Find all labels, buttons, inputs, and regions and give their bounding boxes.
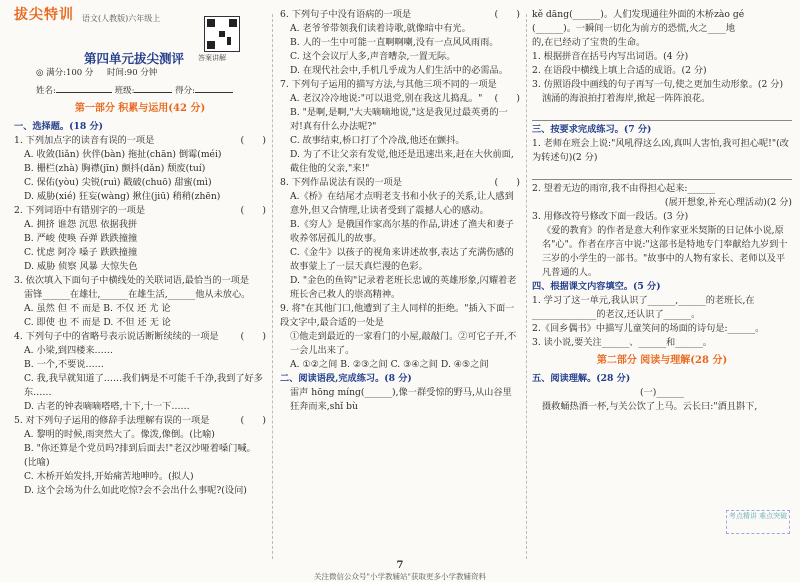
q2-option-c[interactable]: C. 忧虑 阿冷 嗓子 跌跌撞撞	[24, 247, 138, 258]
question-9: 9. 将"在其他门口,他遭到了主人同样的拒绝。"插入下面一段文字中,最合适的一处是	[280, 303, 515, 328]
section-4-q2: 2.《回乡偶书》中描写儿童笑问的场面的诗句是:______。	[532, 323, 765, 334]
question-7: 7. 下列句子运用的描写方法,与其他三项不同的一项是 ( )	[280, 79, 520, 104]
q6-option-a[interactable]: A. 老爷爷带领我们读着诗歌,就像暗中有光。	[290, 23, 471, 34]
class-label: 班级:	[114, 86, 135, 96]
q1-option-b[interactable]: B. 栅栏(zhà) 胸襟(jīn) 颤抖(dǎn) 颓废(tuí)	[24, 163, 206, 174]
passage-line-1: kě dāng(______)。人们发现通往外面的木桥zào gé	[532, 9, 745, 20]
question-8: 8. 下列作品说法有误的一项是 ( )	[280, 177, 520, 188]
q1-option-d[interactable]: D. 威胁(xié) 狂妄(wàng) 揪住(jiū) 稍稍(zhēn)	[24, 191, 221, 202]
q3-options-cd[interactable]: C. 即使 也 不 而是 D. 不但 还 无 论	[24, 317, 171, 328]
page-title: 第四单元拔尖测评	[84, 51, 185, 66]
qr-label: 答案讲解	[198, 54, 226, 62]
q9-passage: ①他走到最近的一家看门的小屋,敲敲门。②可它子开,不一会儿出来了。	[290, 331, 517, 356]
question-2: 2. 下列词语中有错别字的一项是 ( )	[14, 205, 266, 216]
student-info	[36, 82, 266, 98]
section-2-q2: 2. 在语段中横线上填上合适的成语。(2 分)	[532, 65, 707, 76]
q8-option-c[interactable]: C.《金牛》以孩子的视角来讲述故事,表达了充满伤感的故事蒙上了一层天真烂漫的色彩。	[290, 247, 514, 272]
q7-option-b[interactable]: B. "是啊,是啊,"大夫嘀嘀地说,"这是我见过最英勇的一对!真有什么办法呢?"	[290, 107, 508, 132]
answer-line-1[interactable]	[532, 108, 792, 121]
class-field[interactable]	[134, 82, 172, 93]
part1-title: 第一部分 积累与运用(42 分)	[74, 103, 206, 114]
q2-option-b[interactable]: B. 严峻 使唤 吞弹 跌跌撞撞	[24, 233, 138, 244]
q4-option-d[interactable]: D. 古老的钟表嘀嘀嗒嗒,十下,十一下……	[24, 401, 190, 412]
question-1: 1. 下列加点字的读音有误的一项是 ( )	[14, 135, 266, 146]
question-3: 3. 依次填入下面句子中横线处的关联词语,最恰当的一项是	[14, 275, 250, 286]
section-2-q3: 3. 仿照语段中画线的句子再写一句,使之更加生动形象。(2 分)	[532, 79, 784, 90]
column-divider-1	[272, 14, 273, 559]
name-label: 姓名:	[36, 86, 56, 96]
q5-option-d[interactable]: D. 这个会场为什么如此吃惊?会不会出什么事呢?(设问)	[24, 485, 247, 496]
watermark-stamp: 考点精讲 难点突破	[726, 510, 790, 534]
score-label: ◎ 满分:100 分	[36, 68, 94, 78]
q4-option-b[interactable]: B. 一个,不要说……	[24, 359, 104, 370]
question-6: 6. 下列句子中没有语病的一项是 ( )	[280, 9, 520, 20]
name-field[interactable]	[56, 82, 112, 93]
section-3-q1: 1. 老师在班会上说:"风吼得这么凶,真叫人害怕,我可担心呢!"(改为转述句)(2 分)	[532, 138, 789, 163]
q7-option-d[interactable]: D. 为了不让父亲有发觉,他还是迅速出来,赶在大伙前面,截住他的父亲,"来!"	[290, 149, 514, 174]
section-4-heading: 四、根据课文内容填空。(5 分)	[532, 281, 661, 292]
section-3-q3-text: 《爱的教育》的作者是意大利作家亚米契斯的日记体小说,原名"心"。作者在序言中说:"这部书是特地专门奉献给九岁到十三岁的小学生的一部书。"故事中的人物有家长、老师以及平凡普通的人。	[542, 225, 788, 278]
grade-label: 得分:	[175, 86, 196, 96]
time-label: 时间:90 分钟	[106, 68, 158, 78]
column-middle	[280, 8, 520, 414]
q1-option-c[interactable]: C. 保佑(yòu) 尖锐(ruì) 戳破(chuō) 甜蜜(mì)	[24, 177, 212, 188]
q3-options-ab[interactable]: A. 虽然 但 不 而是 B. 不仅 还 尤 论	[24, 303, 171, 314]
qr-code[interactable]	[204, 16, 240, 52]
score-time	[36, 66, 266, 80]
answer-line-2[interactable]	[532, 167, 792, 180]
q4-option-c[interactable]: C. 我,我早就知道了……我们俩是不可能千千净,我到了好多东……	[24, 373, 263, 398]
q2-option-d[interactable]: D. 威胁 侦察 风暴 大惊失色	[24, 261, 138, 272]
q6-option-d[interactable]: D. 在现代社会中,手机几乎成为人们生活中的必需品。	[290, 65, 508, 76]
column-right	[532, 8, 792, 414]
question-4: 4. 下列句子中的省略号表示说话断断续续的一项是 ( )	[14, 331, 266, 342]
q5-option-c[interactable]: C. 木桥开始发抖,开始痛苦地呻吟。(拟人)	[24, 471, 194, 482]
section-3-heading: 三、按要求完成练习。(7 分)	[532, 124, 652, 135]
q7-option-a[interactable]: A. 老汉冷冷地说:"可以退党,别在我这儿捣乱。"	[290, 93, 483, 104]
q5-option-a[interactable]: A. 黎明的时候,雨突然大了。像泼,像倒。(比喻)	[24, 429, 215, 440]
q2-option-a[interactable]: A. 拥挤 谁怨 沉思 依据我拼	[24, 219, 138, 230]
section-4-q3: 3. 读小说,要关注______、______和______。	[532, 337, 712, 348]
passage-line-3: 的,在已经动了宝贵的生命。	[532, 37, 646, 48]
section-2-passage: 雷声 hōng míng(______),像一群受惊的野马,从山谷里狂奔而来,shǐ bù	[290, 387, 512, 412]
column-left	[14, 8, 266, 498]
q8-option-d[interactable]: D. "金色的鱼钩"记录着老班长忠诚的英雄形象,闪耀着老班长舍己救人的崇高精神。	[290, 275, 517, 300]
q8-option-a[interactable]: A.《桥》在结尾才点明老支书和小伙子的关系,让人感到意外,但又合情理,让读者受到了震撼人心的感动。	[290, 191, 514, 216]
brand-subtitle: 语文(人教版)六年级上	[82, 14, 161, 23]
brand-logo: 拔尖特训	[14, 7, 74, 23]
reading-title: (一)______	[640, 387, 684, 398]
q4-option-a[interactable]: A. 小梁,到四楼来……	[24, 345, 113, 356]
passage-line-2: (______)。一瞬间一切化为前方的恐慌,火之____地	[532, 23, 736, 34]
reading-text: 摄救蛹热酒一杯,与关公饮了上马。云长曰:"酒且斟下,	[542, 401, 758, 412]
q5-option-b[interactable]: B. "你还算是个党员吗?排到后面去!"老汉沙哑着嗓门喊。(比喻)	[24, 443, 256, 468]
q1-option-a[interactable]: A. 收敛(liǎn) 伙伴(bàn) 拖扯(chān) 倒霉(méi)	[24, 149, 222, 160]
section-2-example: 汹涌的海浪拍打着海岸,掀起一阵阵浪花。	[542, 93, 711, 104]
question-5: 5. 对下列句子运用的修辞手法理解有误的一项是 ( )	[14, 415, 266, 426]
grade-field[interactable]	[195, 82, 233, 93]
footer-note: 关注微信公众号"小学教辅站"获取更多小学教辅资料	[314, 572, 486, 581]
section-5-heading: 五、阅读理解。(28 分)	[532, 373, 631, 384]
page-footer	[0, 560, 800, 582]
page-number: 7	[396, 560, 404, 571]
section-3-q2: 2. 望着无边的雨帘,我不由得担心起来:______	[532, 183, 716, 194]
q8-option-b[interactable]: B.《穷人》是俄国作家高尔基的作品,讲述了渔夫和妻子收养邻居孤儿的故事。	[290, 219, 514, 244]
part2-title: 第二部分 阅读与理解(28 分)	[596, 355, 728, 366]
q7-option-c[interactable]: C. 故事结束,桥口打了个冷战,他还在颤抖。	[290, 135, 465, 146]
q9-options[interactable]: A. ①②之间 B. ②③之间 C. ③④之间 D. ④⑤之间	[290, 359, 489, 370]
section-3-q3: 3. 用修改符号修改下面一段话。(3 分)	[532, 211, 689, 222]
section-2-q1: 1. 根据拼音在括号内写出词语。(4 分)	[532, 51, 689, 62]
q3-sentence: 雷锋______在雄壮,______在雄生活,______他从未放心。	[24, 289, 251, 300]
q6-option-b[interactable]: B. 人的一生中可能一直啊啊喇,没有一点风风雨雨。	[290, 37, 499, 48]
q6-option-c[interactable]: C. 这个会议厅人多,声音嘈杂,一置无际。	[290, 51, 456, 62]
column-divider-2	[526, 14, 527, 559]
section-1-heading: 一、选择题。(18 分)	[14, 121, 103, 132]
section-4-q1: 1. 学习了这一单元,我认识了______,______的老班长,在______________的老汉,还认识了______。	[532, 295, 755, 320]
section-2-heading: 二、阅读语段,完成练习。(8 分)	[280, 373, 412, 384]
section-3-q2-hint: (展开想象,补充心理活动)(2 分)	[664, 197, 792, 208]
